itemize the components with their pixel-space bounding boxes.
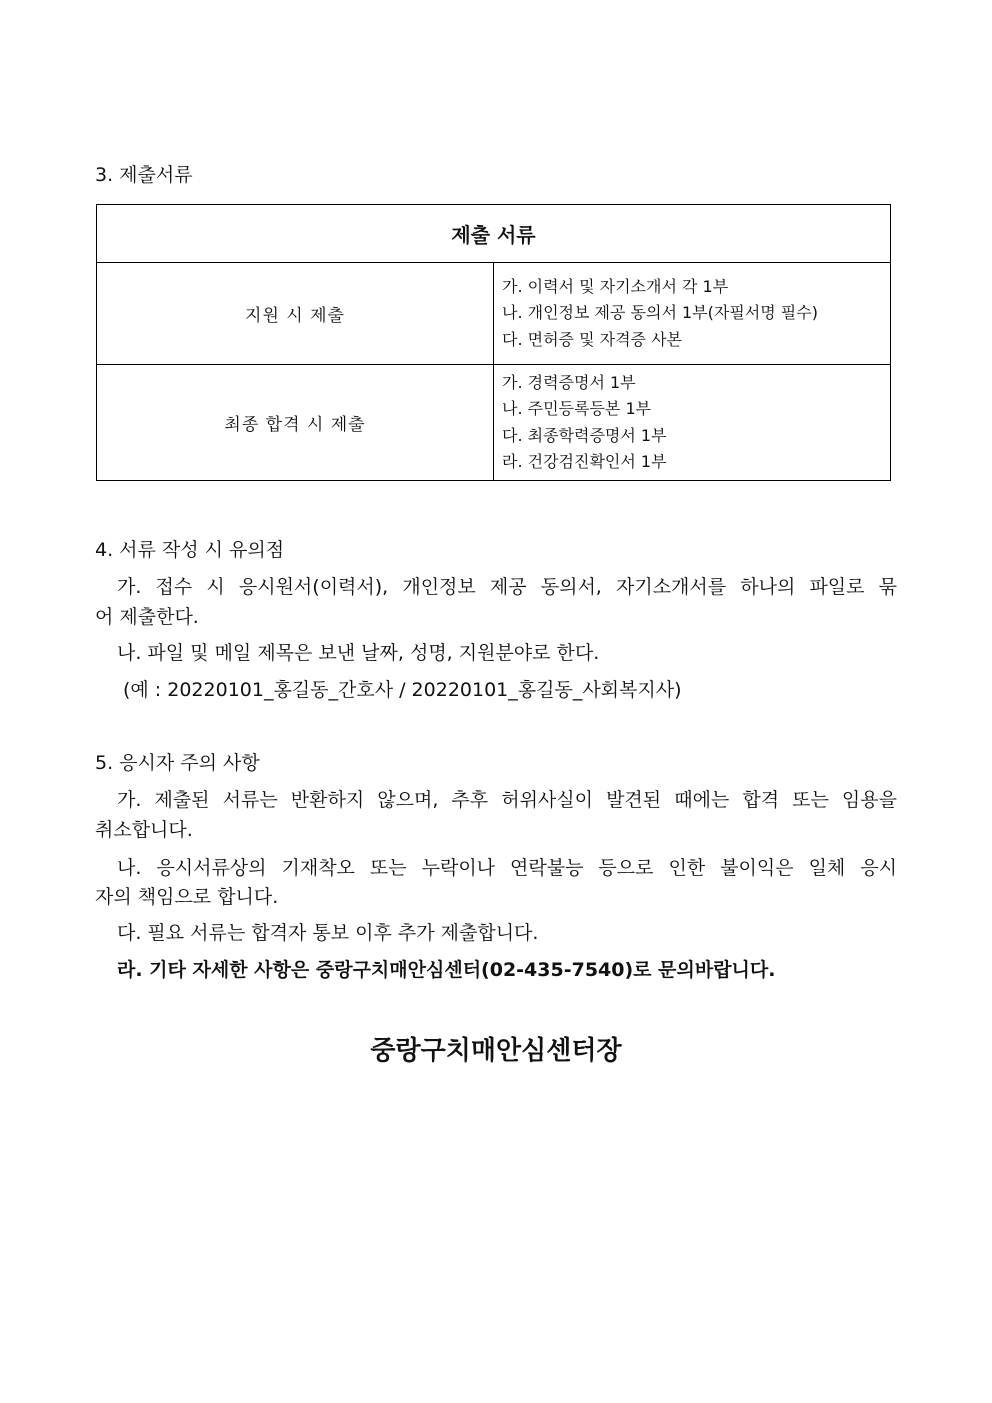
row-label: 최종 합격 시 제출	[97, 365, 494, 481]
section-5-heading: 5. 응시자 주의 사항	[95, 752, 260, 774]
section-5-item-d: 라. 기타 자세한 사항은 중랑구치매안심센터(02-435-7540)로 문의바랍니다.	[117, 959, 776, 981]
row-items	[494, 263, 891, 365]
row-label: 지원 시 제출	[97, 263, 494, 365]
section-3-heading: 3. 제출서류	[95, 164, 193, 186]
table-row	[97, 263, 891, 365]
row-items	[494, 365, 891, 481]
section-4-heading: 4. 서류 작성 시 유의점	[95, 539, 285, 561]
list-item: 가. 이력서 및 자기소개서 각 1부	[502, 276, 729, 296]
section-5-item-c: 다. 필요 서류는 합격자 통보 이후 추가 제출합니다.	[117, 922, 539, 944]
section-5-item-b-line1: 나. 응시서류상의 기재착오 또는 누락이나 연락불능 등으로 인한 불이익은 일체 응시	[117, 857, 897, 879]
list-item: 다. 면허증 및 자격증 사본	[502, 329, 682, 349]
section-4-item-a-line2: 어 제출한다.	[95, 606, 199, 628]
section-5-item-a-line2: 취소합니다.	[95, 819, 193, 841]
documents-table	[96, 204, 891, 481]
list-item: 가. 경력증명서 1부	[502, 372, 636, 392]
section-5-item-b-line2: 자의 책임으로 합니다.	[95, 886, 279, 908]
list-item: 라. 건강검진확인서 1부	[502, 452, 667, 471]
list-item: 나. 주민등록등본 1부	[502, 399, 652, 418]
table-row	[97, 365, 891, 481]
signature: 중랑구치매안심센터장	[370, 1036, 622, 1066]
section-4-example: (예 : 20220101_홍길동_간호사 / 20220101_홍길동_사회복지사)	[123, 679, 682, 701]
list-item: 다. 최종학력증명서 1부	[502, 425, 667, 445]
section-5-item-a-line1: 가. 제출된 서류는 반환하지 않으며, 추후 허위사실이 발견된 때에는 합격 또는 임용을	[117, 789, 897, 811]
list-item: 나. 개인정보 제공 동의서 1부(자필서명 필수)	[502, 303, 818, 323]
table-header: 제출 서류	[97, 205, 891, 263]
section-4-item-b: 나. 파일 및 메일 제목은 보낸 날짜, 성명, 지원분야로 한다.	[117, 642, 600, 664]
section-4-item-a-line1: 가. 접수 시 응시원서(이력서), 개인정보 제공 동의서, 자기소개서를 하나의 파일로 묶	[117, 576, 897, 598]
